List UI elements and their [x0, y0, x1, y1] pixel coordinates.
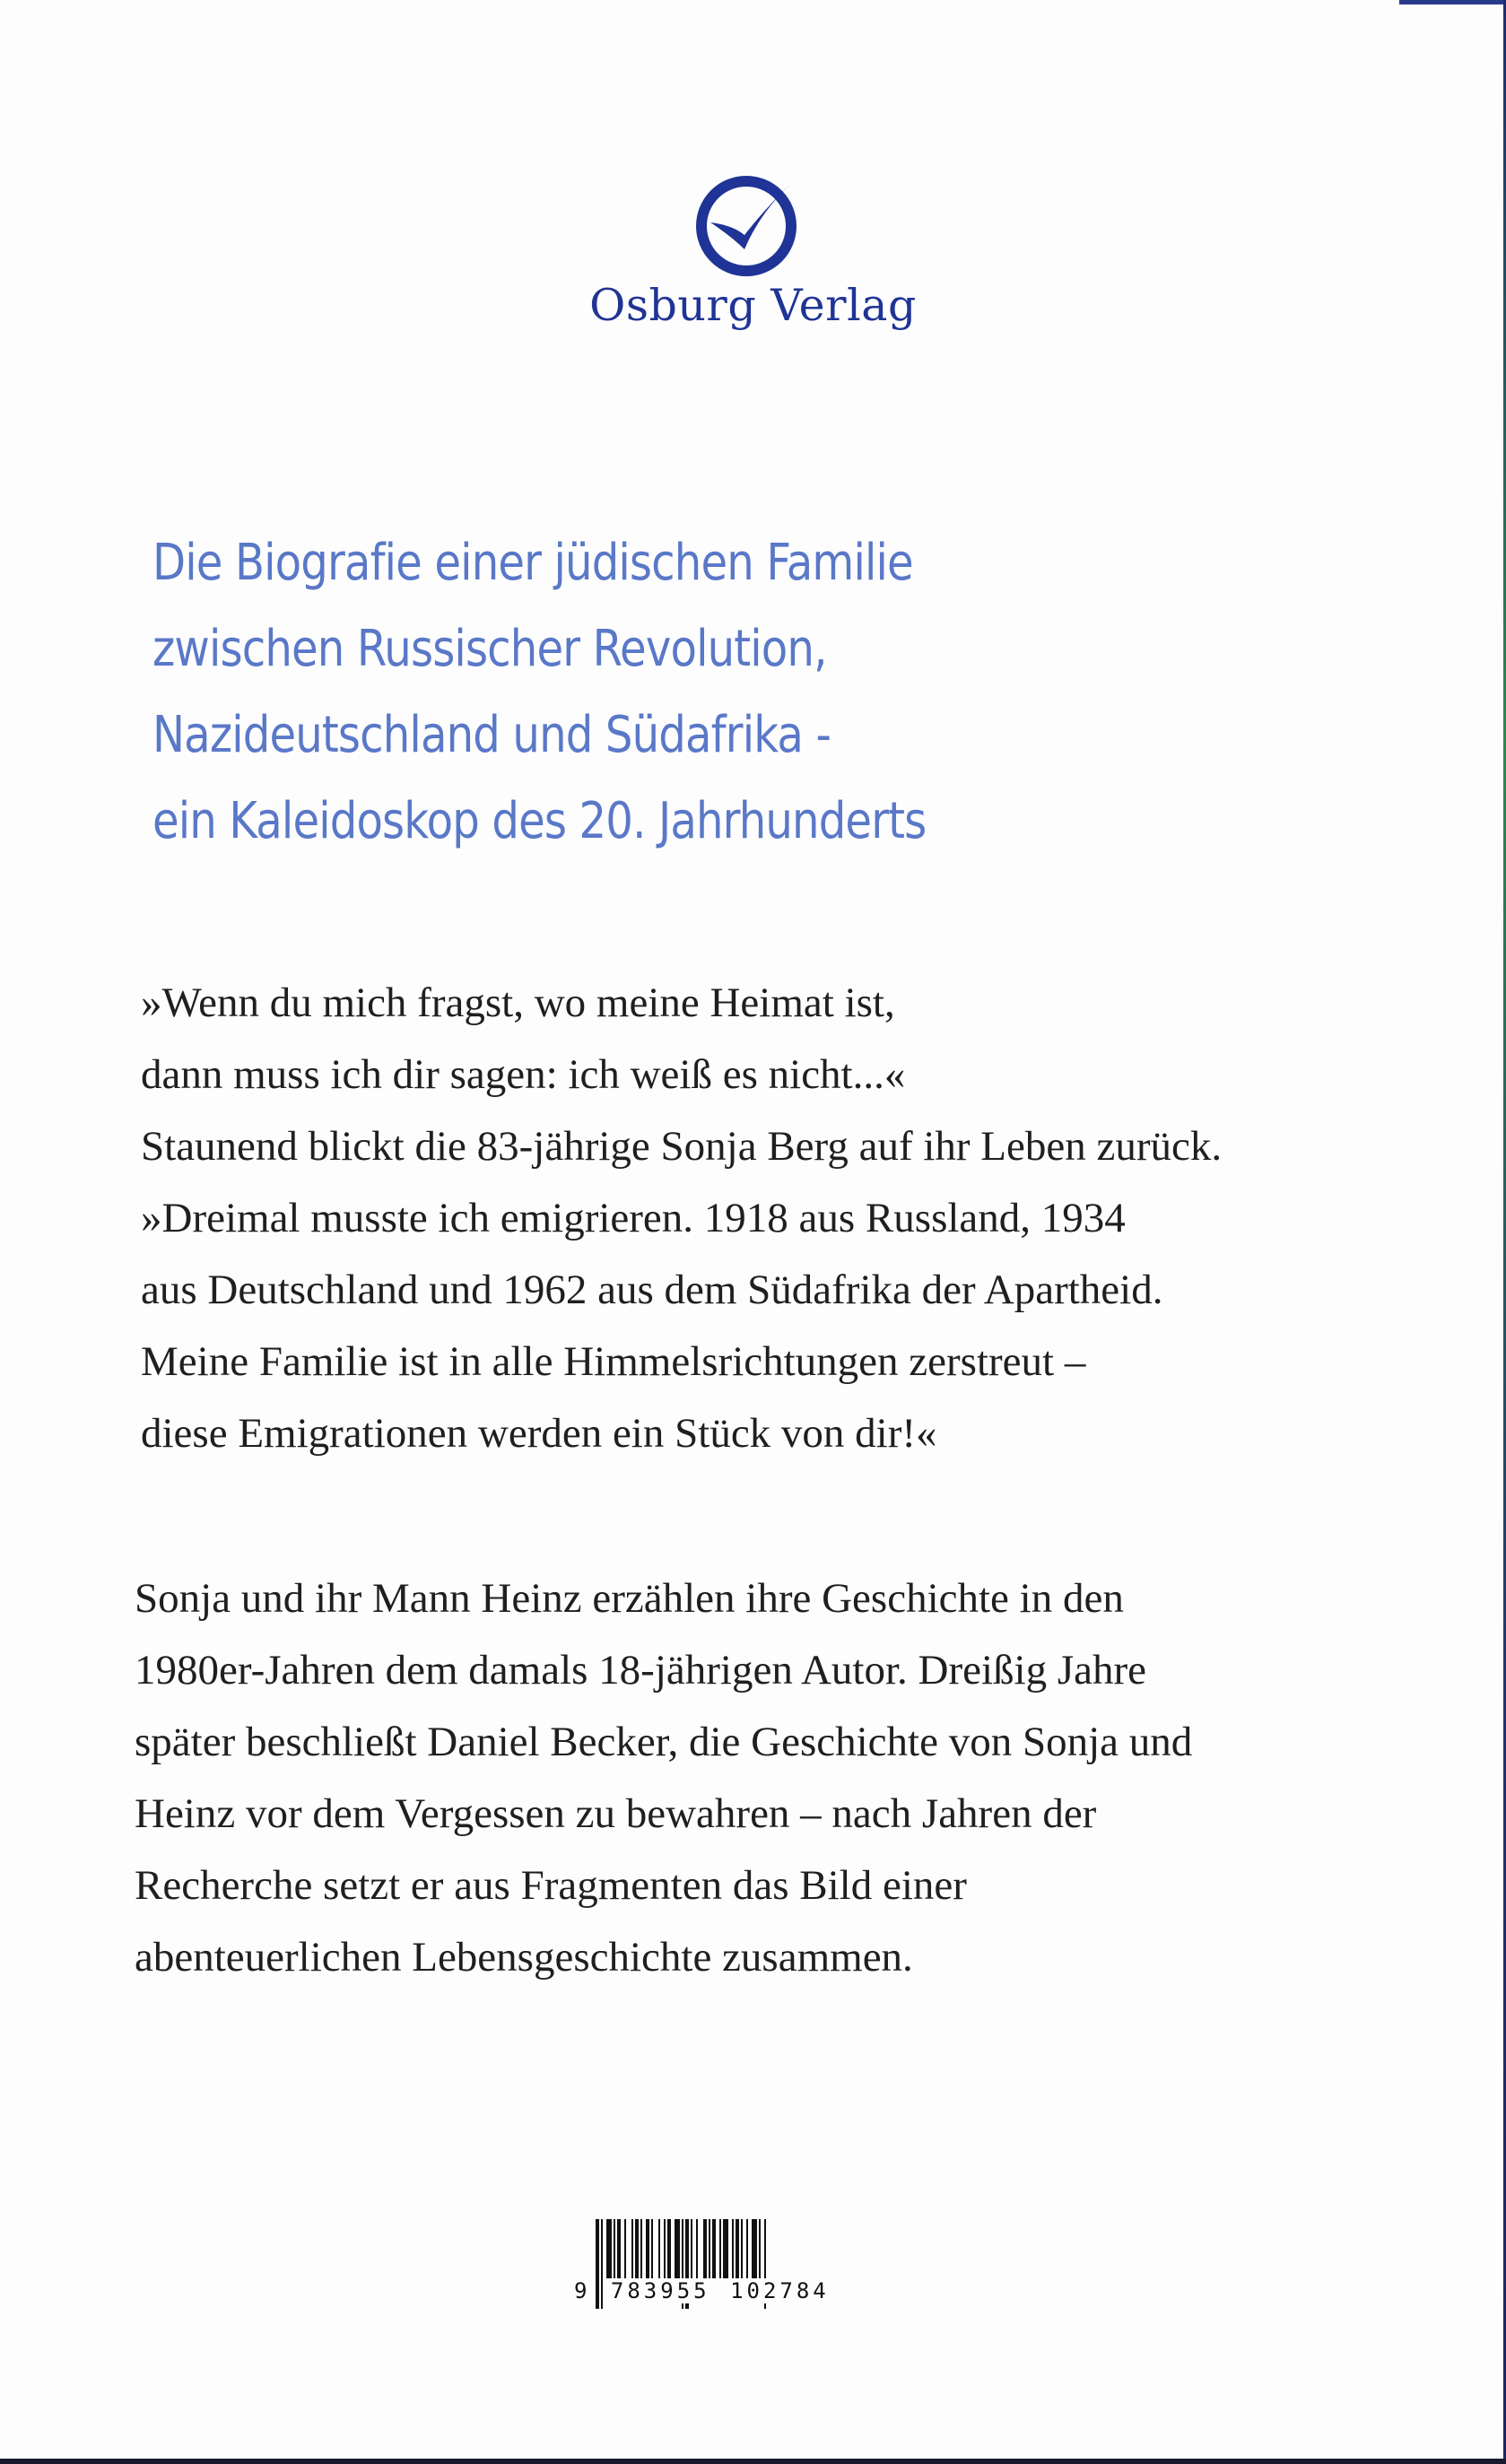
- barcode-bar: [741, 2219, 743, 2278]
- quote-line: »Dreimal musste ich emigrieren. 1918 aus Russland, 1934: [141, 1195, 1126, 1241]
- blurb-line: später beschließt Daniel Becker, die Geschichte von Sonja und: [135, 1719, 1193, 1765]
- blurb-line: Recherche setzt er aus Fragmenten das Bild einer: [135, 1862, 967, 1909]
- barcode-bar: [631, 2219, 633, 2278]
- quote-line: diese Emigrationen werden ein Stück von dir!«: [141, 1410, 937, 1457]
- barcode-bar: [646, 2219, 649, 2278]
- blurb-line: Sonja und ihr Mann Heinz erzählen ihre Geschichte in den: [135, 1575, 1124, 1622]
- isbn-first-digit: 9: [574, 2278, 591, 2303]
- cover-edge-bottom: [0, 2459, 1506, 2464]
- publisher-name: Osburg Verlag: [589, 280, 917, 331]
- blurb-line: abenteuerlichen Lebensgeschichte zusammen.: [135, 1934, 913, 1981]
- barcode-bar: [606, 2219, 612, 2278]
- barcode-bar: [635, 2219, 639, 2278]
- osburg-logo-icon: [691, 169, 802, 280]
- barcode-bar: [736, 2219, 739, 2278]
- quote-paragraph: [141, 967, 1397, 1469]
- barcode-bar: [651, 2219, 653, 2278]
- barcode-bar: [732, 2219, 734, 2278]
- barcode-bar: [723, 2219, 728, 2278]
- quote-line: Staunend blickt die 83-jährige Sonja Berg auf ihr Leben zurück.: [141, 1123, 1223, 1170]
- quote-line: aus Deutschland und 1962 aus dem Südafrika der Apartheid.: [141, 1267, 1163, 1313]
- isbn-digits: [572, 2278, 859, 2303]
- barcode-bar: [664, 2219, 666, 2278]
- barcode-bar: [746, 2219, 748, 2278]
- barcode-bar: [617, 2219, 621, 2278]
- barcode-bar: [614, 2219, 615, 2278]
- blurb-paragraph: [135, 1563, 1390, 1993]
- barcode-bar: [640, 2219, 642, 2278]
- barcode-bar: [658, 2219, 660, 2278]
- barcode-bar: [712, 2219, 716, 2278]
- tagline-line: zwischen Russischer Revolution,: [152, 620, 827, 678]
- isbn-left-digits: 783955: [610, 2278, 710, 2303]
- isbn-right-digits: 102784: [730, 2278, 830, 2303]
- quote-line: dann muss ich dir sagen: ich weiß es nicht...«: [141, 1051, 906, 1098]
- barcode-bar: [675, 2219, 680, 2278]
- barcode-bar: [759, 2219, 761, 2278]
- tagline-line: ein Kaleidoskop des 20. Jahrhunderts: [152, 792, 927, 850]
- barcode-bar: [696, 2219, 698, 2278]
- tagline-line: Die Biografie einer jüdischen Familie: [152, 534, 913, 592]
- barcode-bar: [752, 2219, 757, 2278]
- barcode-bar: [719, 2219, 721, 2278]
- barcode-bar: [703, 2219, 707, 2278]
- barcode-bar: [709, 2219, 710, 2278]
- quote-line: »Wenn du mich fragst, wo meine Heimat ist,: [141, 980, 895, 1026]
- barcode-bar: [691, 2219, 692, 2278]
- blurb-line: 1980er-Jahren dem damals 18-jährigen Autor. Dreißig Jahre: [135, 1647, 1147, 1693]
- barcode-bar: [667, 2219, 671, 2278]
- cover-edge-top: [1399, 0, 1506, 4]
- barcode-bar: [624, 2219, 626, 2278]
- quote-line: Meine Familie ist in alle Himmelsrichtungen zerstreut –: [141, 1338, 1086, 1385]
- blurb-line: Heinz vor dem Vergessen zu bewahren – nach Jahren der: [135, 1790, 1097, 1837]
- tagline-line: Nazideutschland und Südafrika -: [152, 706, 831, 764]
- tagline: [152, 520, 1155, 865]
